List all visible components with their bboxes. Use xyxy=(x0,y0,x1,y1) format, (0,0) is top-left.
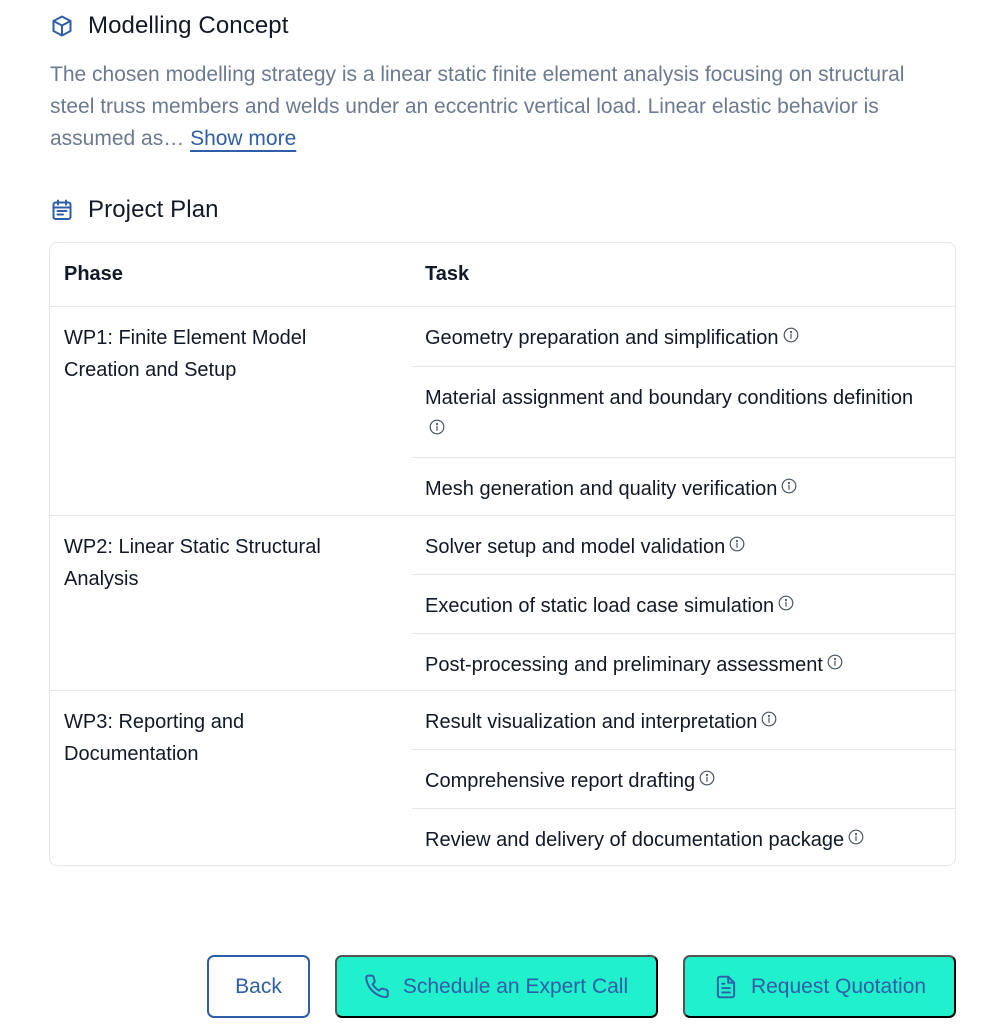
task-row xyxy=(412,691,955,749)
task-item xyxy=(425,322,925,354)
cube-icon xyxy=(50,14,74,38)
task-item xyxy=(425,473,925,505)
task-label: Geometry preparation and simplification xyxy=(425,327,779,349)
calendar-icon xyxy=(50,198,74,222)
info-icon[interactable] xyxy=(429,419,445,435)
modelling-concept-title: Modelling Concept xyxy=(88,12,289,39)
info-icon[interactable] xyxy=(827,654,843,670)
project-plan-table xyxy=(49,242,956,866)
phase-label: WP1: Finite Element Model Creation and Setup xyxy=(64,327,307,381)
phase-label: WP3: Reporting and Documentation xyxy=(64,711,245,765)
task-label: Mesh generation and quality verification xyxy=(425,478,778,500)
task-row xyxy=(412,516,955,574)
column-header-task: Task xyxy=(425,263,470,285)
task-row xyxy=(412,366,955,457)
task-item xyxy=(425,765,925,797)
info-icon[interactable] xyxy=(783,327,799,343)
back-button[interactable] xyxy=(207,955,310,1018)
show-more-link[interactable]: Show more xyxy=(190,127,297,150)
modelling-concept-heading xyxy=(50,12,289,40)
info-icon[interactable] xyxy=(781,478,797,494)
request-quotation-button[interactable] xyxy=(683,955,956,1018)
modelling-concept-body: The chosen modelling strategy is a linear static finite element analysis focusing on structural steel truss members and welds under an eccentric vertical load. Linear elastic behavior is assumed as… xyxy=(50,63,905,150)
info-icon[interactable] xyxy=(699,770,715,786)
task-label: Solver setup and model validation xyxy=(425,536,726,558)
task-label: Material assignment and boundary conditions definition xyxy=(425,387,914,409)
task-item xyxy=(425,382,925,446)
task-label: Review and delivery of documentation package xyxy=(425,829,845,851)
phase-row-wp3 xyxy=(50,690,955,866)
request-quotation-label: Request Quotation xyxy=(750,974,927,998)
task-item xyxy=(425,531,925,563)
phone-icon xyxy=(365,974,391,1000)
task-item xyxy=(425,824,925,856)
task-row xyxy=(412,808,955,866)
task-row xyxy=(412,457,955,515)
phase-label: WP2: Linear Static Structural Analysis xyxy=(64,536,321,590)
task-label: Comprehensive report drafting xyxy=(425,770,696,792)
info-icon[interactable] xyxy=(848,829,864,845)
task-item xyxy=(425,706,925,738)
task-item xyxy=(425,590,925,622)
modelling-concept-text xyxy=(50,59,930,155)
task-label: Post-processing and preliminary assessment xyxy=(425,654,823,676)
task-item xyxy=(425,649,925,681)
task-label: Result visualization and interpretation xyxy=(425,711,758,733)
project-plan-heading xyxy=(50,196,219,224)
task-label: Execution of static load case simulation xyxy=(425,595,775,617)
table-header xyxy=(50,243,955,307)
info-icon[interactable] xyxy=(761,711,777,727)
task-row xyxy=(412,307,955,366)
phase-row-wp2 xyxy=(50,515,955,690)
project-plan-title: Project Plan xyxy=(88,196,219,223)
schedule-expert-call-label: Schedule an Expert Call xyxy=(402,974,629,998)
phase-row-wp1 xyxy=(50,307,955,515)
task-row xyxy=(412,574,955,633)
column-header-phase: Phase xyxy=(64,263,123,285)
schedule-expert-call-button[interactable] xyxy=(335,955,658,1018)
info-icon[interactable] xyxy=(778,595,794,611)
task-row xyxy=(412,749,955,808)
back-button-label: Back xyxy=(235,974,282,998)
info-icon[interactable] xyxy=(729,536,745,552)
task-row xyxy=(412,633,955,691)
document-icon xyxy=(713,974,739,1000)
